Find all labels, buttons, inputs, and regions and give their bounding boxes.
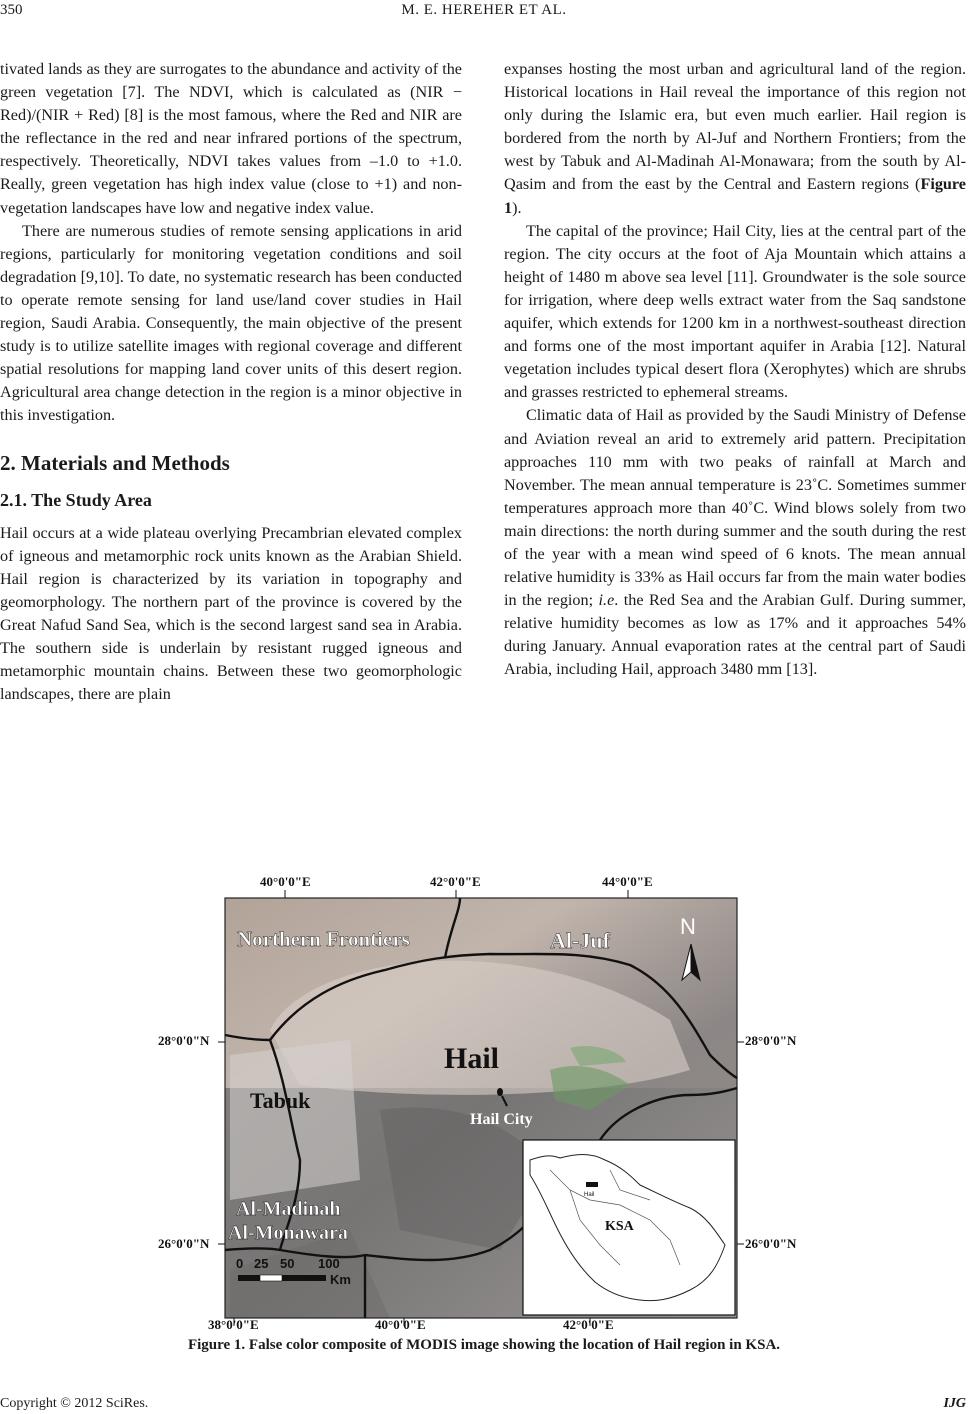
label-al-juf: Al-Juf [550,928,610,953]
paragraph-text: ). [512,198,522,217]
ksa-inset-map [523,1140,735,1315]
north-label: N [680,914,696,939]
left-column [0,58,462,706]
label-hail-city: Hail City [470,1111,533,1128]
scale-unit: Km [330,1272,351,1287]
paragraph: Hail occurs at a wide plateau overlying Precambrian elevated complex of igneous and metamorphic rock units known as the Arabian Shield. Hail region is characterized by its variation in topography and geomorphology. The northern part of the province is covered by the Great Nafud Sand Sea, which is the second largest sand sea in Arabia. The southern side is underlain by resistant rugged igneous and metamorphic mountain chains. Between these two geomorphologic landscapes, there are plain [0,523,462,704]
subsection-heading: 2.1. The Study Area [0,489,152,510]
label-hail: Hail [444,1042,500,1075]
right-column [504,58,966,682]
lon-label-top: 40°0'0"E [260,874,311,889]
paragraph-text: Climatic data of Hail as provided by the Saudi Ministry of Defense and Aviation reveal an arid to extremely arid pattern. Precipitation approaches 110 mm with two peaks of rainfall at March and November. The mean annual temperature is 23˚C. Sometimes summer temperatures approach more than 40˚C. Wind blows solely from two main directions: the north during summer and the south during the rest of the year with a mean wind speed of 6 knots. The mean annual relative humidity is 33% as Hail occurs far from the main water bodies in the region; [504,406,966,610]
lat-label-left: 28°0'0"N [158,1033,210,1048]
paragraph: tivated lands as they are surrogates to the abundance and activity of the green vegetation [7]. The NDVI, which is calculated as (NIR − Red)/(NIR + Red) [8] is the most famous, where the Red and NIR are the reflectance in the red and near infrared portions of the spectrum, respectively. Theoretically, NDVI takes values from –1.0 to +1.0. Really, green vegetation has high index value (close to +1) and non-vegetation landscapes have low and negative index value. [0,60,462,217]
lon-label-top: 42°0'0"E [430,874,481,889]
figure-caption: Figure 1. False color composite of MODIS image showing the location of Hail region in KSA. [187,1337,781,1353]
paragraph: There are numerous studies of remote sensing applications in arid regions, particularly for monitoring vegetation conditions and soil degradation [9,10]. To date, no systematic research has been conducted to operate remote sensing for land use/land cover studies in Hail region, Saudi Arabia. Consequently, the main objective of the present study is to utilize satellite images with regional coverage and different spatial resolutions for mapping land cover units of this desert region. Agricultural area change detection in the region is a minor objective in this investigation. [0,221,462,425]
figure-reference[interactable]: Figure 1 [504,175,966,217]
paragraph: The capital of the province; Hail City, lies at the central part of the region. The city occurs at the foot of Aja Mountain which attains a height of 1480 m above sea level [11]. Groundwater is the sole source for irrigation, where deep wells extract water from the Saq sandstone aquifer, which extends for 1200 km in a northwest-southeast direction and forms one of the most important aquifer in Arabia [12]. Natural vegetation includes typical desert flora (Xerophytes) which are shrubs and grasses restricted to ephemeral streams. [504,221,966,402]
scale-tick: 0 [236,1256,244,1271]
copyright: Copyright © 2012 SciRes. [0,1396,149,1411]
label-tabuk: Tabuk [250,1088,311,1113]
label-northern-frontiers: Northern Frontiers [237,927,410,951]
paragraph [504,58,966,220]
lat-label-right: 26°0'0"N [745,1236,797,1251]
abbreviation: i.e [598,591,615,610]
paragraph [504,404,966,681]
label-al-monawara: Al-Monawara [228,1222,348,1244]
paragraph-text: . the Red Sea and the Arabian Gulf. During summer, relative humidity becomes as low as 17% and it approaches 54% during January. Annual evaporation rates at the central part of Saudi Arabia, including Hail, approach 3480 mm [13]. [504,591,966,679]
paragraph-text: expanses hosting the most urban and agricultural land of the region. Historical locations in Hail reveal the importance of this region not only during the Islamic era, but even much earlier. Hail region is bordered from the north by Al-Juf and Northern Frontiers; from the west by Tabuk and Al-Madinah Al-Monawara; from the south by Al-Qasim and from the east by the Central and Eastern regions ( [504,60,966,194]
lon-label-bottom: 40°0'0"E [375,1317,426,1330]
hail-map-figure [150,870,820,1330]
inset-hail-marker [586,1182,598,1187]
page-header [0,2,968,24]
hail-city-marker [497,1088,503,1096]
page-number: 350 [0,2,23,18]
section-heading: 2. Materials and Methods [0,450,230,475]
lat-label-left: 26°0'0"N [158,1236,210,1251]
lon-label-bottom: 42°0'0"E [563,1317,614,1330]
scale-tick: 50 [280,1256,295,1271]
running-authors: M. E. HEREHER ET AL. [401,2,567,18]
lat-label-right: 28°0'0"N [745,1033,797,1048]
journal-abbrev: IJG [943,1396,966,1411]
scale-tick: 25 [254,1256,269,1271]
lon-label-bottom: 38°0'0"E [208,1317,259,1330]
lon-label-top: 44°0'0"E [602,874,653,889]
scale-tick: 100 [318,1256,340,1271]
inset-hail-label: Hail [584,1192,595,1198]
inset-ksa-label: KSA [605,1219,634,1234]
label-al-madinah: Al-Madinah [236,1198,341,1220]
